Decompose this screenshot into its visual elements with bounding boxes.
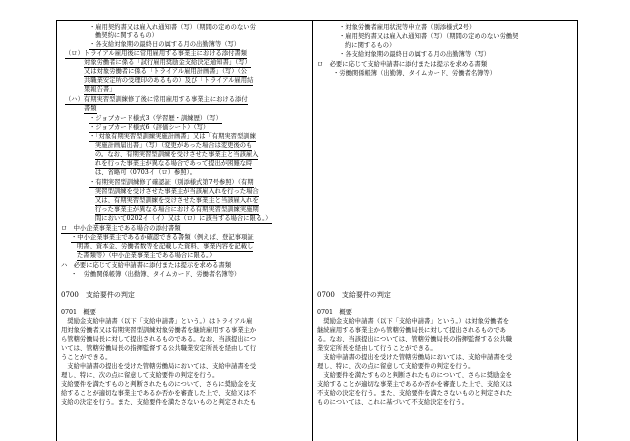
left-item-line: 明書、資本金、労働者数等を記載した資料、事業内容を記載し — [77, 243, 254, 250]
left-item-line: た書類等）（中小企業事業主である場合に限る。） — [77, 252, 216, 259]
body-line: 支給申請書の提出を受けた管轄労働局においては、支給申請書を受 — [317, 354, 513, 361]
left-item-line: は、省略可（0703イ（ロ）参照）。 — [95, 169, 197, 176]
left-item-line: ・ジョブカード様式6（評価シート）（写） — [89, 124, 210, 131]
left-item-line: ・中小企業事業主であるか確認できる書類（例えば、登記事項証 — [71, 234, 254, 241]
left-item-line: 行った事業主が異なる場合における有期実習型訓練実施期 — [95, 206, 259, 213]
left-item-line: （ハ）有期実習型訓練修了後に常用雇用する事業主における添付 — [65, 96, 248, 103]
body-line: 支給申請書の提出を受けた管轄労働局においては、支給申請書を受 — [61, 363, 257, 370]
body-line: 給することが適切な事業主であるか否かを審査した上で、支給又は不 — [61, 390, 257, 397]
section-heading: 0700 支給要件の判定 — [61, 291, 135, 299]
right-item-line: ・対象労働者雇用状況等申立書（別添様式2号） — [339, 24, 476, 31]
body-line: ものについては、これに基づいて不支給決定を行う。 — [317, 399, 468, 406]
left-item-line: 果報告書」 — [84, 86, 116, 93]
left-item-line: 対象労働者に係る「試行雇用奨励金支給決定通知書」（写） — [84, 59, 251, 66]
left-item-line: ロ 中小企業事業主である場合の添付書類 — [61, 225, 181, 232]
body-line: 奨励金支給申請書（以下「支給申請書」という。）はトライアル雇 — [61, 318, 253, 325]
left-item-line: ・ 労働関係帳簿（出勤簿、タイムカード、労働者名簿等） — [71, 271, 241, 278]
body-line: 継続雇用する事業主から管轄労働局長に対して提出されるものであ — [317, 327, 506, 334]
right-item-line: ロ 必要に応じて支給申請書に添付または提示を求める書類 — [317, 61, 488, 68]
body-line: 業安定所長を経由して行うことができる。 — [317, 345, 437, 352]
body-line: 奨励金支給申請書（以下「支給申請書」という。）は対象労働者を — [317, 318, 510, 325]
body-line: ら管轄労働局長に対して提出されるものである。なお、当該提出につ — [61, 336, 257, 343]
right-column-previous-text — [313, 21, 577, 441]
body-line: 支給の決定を行う。また、支給要件を満たさないものと判定されたも — [61, 399, 257, 406]
left-item-line: 働契約に関するもの） — [95, 32, 158, 39]
body-line: 用対象労働者又は有期実習型訓練対象労働者を継続雇用する事業主か — [61, 327, 257, 334]
left-item-line: （ロ）トライアル雇用後に常用雇用する事業主における添付書類 — [65, 50, 247, 57]
left-item-line: 又は、有期実習型訓練を受けさせた事業主と当該雇入れを — [95, 197, 259, 204]
left-item-line: ハ 必要に応じて支給申請書に添付または提示を求める書類 — [61, 262, 232, 269]
body-line: 支給要件を満たすものと判断されたものについて、さらに奨励金を支 — [61, 381, 256, 388]
left-item-line: ・有期実習型訓練修了確認証（別添様式第7号参照）（有期 — [89, 179, 254, 186]
right-item-line: ・各支給対象期の最終日の属する月の出勤簿等（写） — [339, 51, 491, 58]
left-item-line: 又は対象労働者に係る「トライアル雇用計画書」（写）（公 — [84, 68, 248, 75]
left-column-current-text — [57, 21, 313, 441]
left-item-line: 間において0202イ（イ）又は（ロ）に該当する場合に限る。） — [95, 215, 272, 222]
body-line: 理し、特に、次の点に留意して支給要件の判定を行う。 — [61, 372, 219, 379]
body-line: 不支給の決定を行う。また、支給要件を満たさないものと判定された — [317, 390, 513, 397]
subsection-heading: 0701 概要 — [317, 309, 352, 316]
left-item-line: の。なお、有期実習型訓練を受けさせた事業主と当該雇入 — [95, 151, 259, 158]
left-item-line: 実施計画届出書」（写）（変更があった場合は変更後のも — [95, 142, 253, 149]
left-item-line: ・雇用契約書又は雇入れ通知書（写）（期間の定めのない労 — [89, 24, 256, 31]
right-item-line: ・労働関係帳簿（出勤簿、タイムカード、労働者名簿等） — [333, 70, 497, 77]
left-item-line: 共職業安定所の受理印のあるもの）及び「トライアル雇用結 — [84, 77, 254, 84]
left-item-line: 実習型訓練を受けさせた事業主が当該雇入れを行った場合 — [95, 188, 259, 195]
left-item-line: ・「対象有期実習型訓練実施計画書」又は「有期実習型訓練 — [89, 133, 256, 140]
right-item-line: 約に関するもの） — [345, 42, 396, 49]
body-line: いては、管轄労働局長の指揮監督する公共職業安定所長を経由して行 — [61, 345, 257, 352]
left-item-line: ・各支給対象期の最終日の属する月の出勤簿等（写） — [89, 41, 241, 48]
right-item-line: ・雇用契約書又は雇入れ通知書（写）（期間の定めのない労働契 — [339, 33, 519, 40]
body-line: 支給要件を満たすものと判断されたものについて、さらに奨励金を — [317, 372, 512, 379]
body-line: 理し、特に、次の点に留意して支給要件の判定を行う。 — [317, 363, 475, 370]
body-line: る。なお、当該提出については、管轄労働局長の指揮監督する公共職 — [317, 336, 513, 343]
document-page — [56, 20, 578, 441]
subsection-heading: 0701 概要 — [61, 309, 96, 316]
body-line: うことができる。 — [61, 354, 112, 361]
body-line: 支給することが適切な事業主であるか否かを審査した上で、支給又は — [317, 381, 513, 388]
section-heading: 0700 支給要件の判定 — [317, 291, 391, 299]
left-item-line: 書類 — [84, 105, 97, 112]
left-item-line: れを行った事業主が異なる場合であって提出が困難な時 — [95, 160, 253, 167]
left-item-line: ・ジョブカード様式3（学習歴・訓練歴）（写） — [89, 115, 222, 122]
